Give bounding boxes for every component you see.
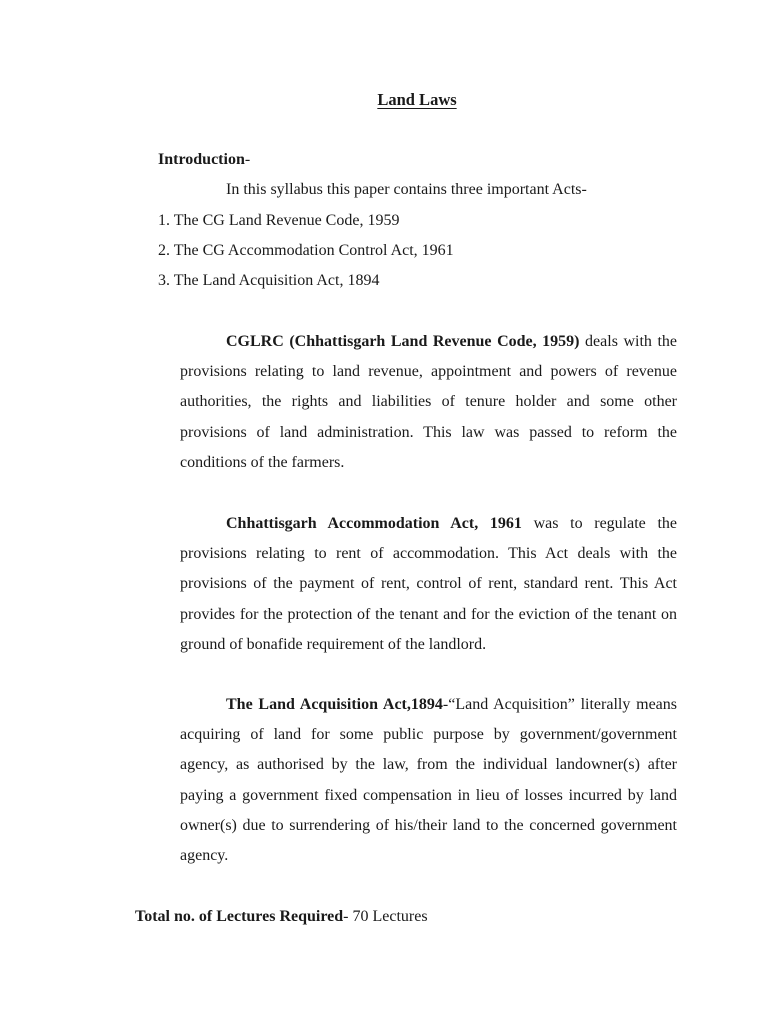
land-acquisition-term: The Land Acquisition Act,1894 [226,696,443,713]
cglrc-paragraph [180,327,677,478]
document-title-text: Land Laws [377,90,457,109]
introduction-heading-dash: - [244,151,251,168]
acts-list-item: 3. The Land Acquisition Act, 1894 [158,272,380,289]
accommodation-act-paragraph [180,509,677,660]
introduction-heading-text: Introduction [158,151,245,168]
acts-list-item: 1. The CG Land Revenue Code, 1959 [158,212,400,229]
cglrc-text: deals with the provisions relating to land revenue, appointment and powers of revenue authorities, the rights and liabilities of tenure holder and some other provisions of land administration. This law was passed to reform the conditions of the farmers. [180,333,678,471]
land-acquisition-paragraph [180,690,677,871]
acts-list-item: 2. The CG Accommodation Control Act, 1961 [158,242,454,259]
introduction-lead: In this syllabus this paper contains three important Acts- [226,181,587,198]
acts-list [158,211,454,301]
introduction-heading [158,151,250,169]
accommodation-act-term: Chhattisgarh Accommodation Act, 1961 [226,515,522,532]
land-acquisition-text: -“Land Acquisition” literally means acquiring of land for some public purpose by government/government agency, as authorised by the law, from the individual landowner(s) after paying a government fixed compensation in lieu of losses incurred by land owner(s) due to surrendering of his/their land to the concerned government agency. [180,696,677,865]
lectures-required [135,908,428,926]
lectures-required-label: Total no. of Lectures Required [135,908,344,925]
lectures-required-value: - 70 Lectures [343,908,428,925]
accommodation-act-text: was to regulate the provisions relating to rent of accommodation. This Act deals with the provisions of the payment of rent, control of rent, standard rent. This Act provides for the protection of the tenant and for the eviction of the tenant on ground of bonafide requirement of the landlord. [180,515,677,653]
cglrc-term: CGLRC (Chhattisgarh Land Revenue Code, 1959) [226,333,580,350]
document-title [0,90,768,110]
